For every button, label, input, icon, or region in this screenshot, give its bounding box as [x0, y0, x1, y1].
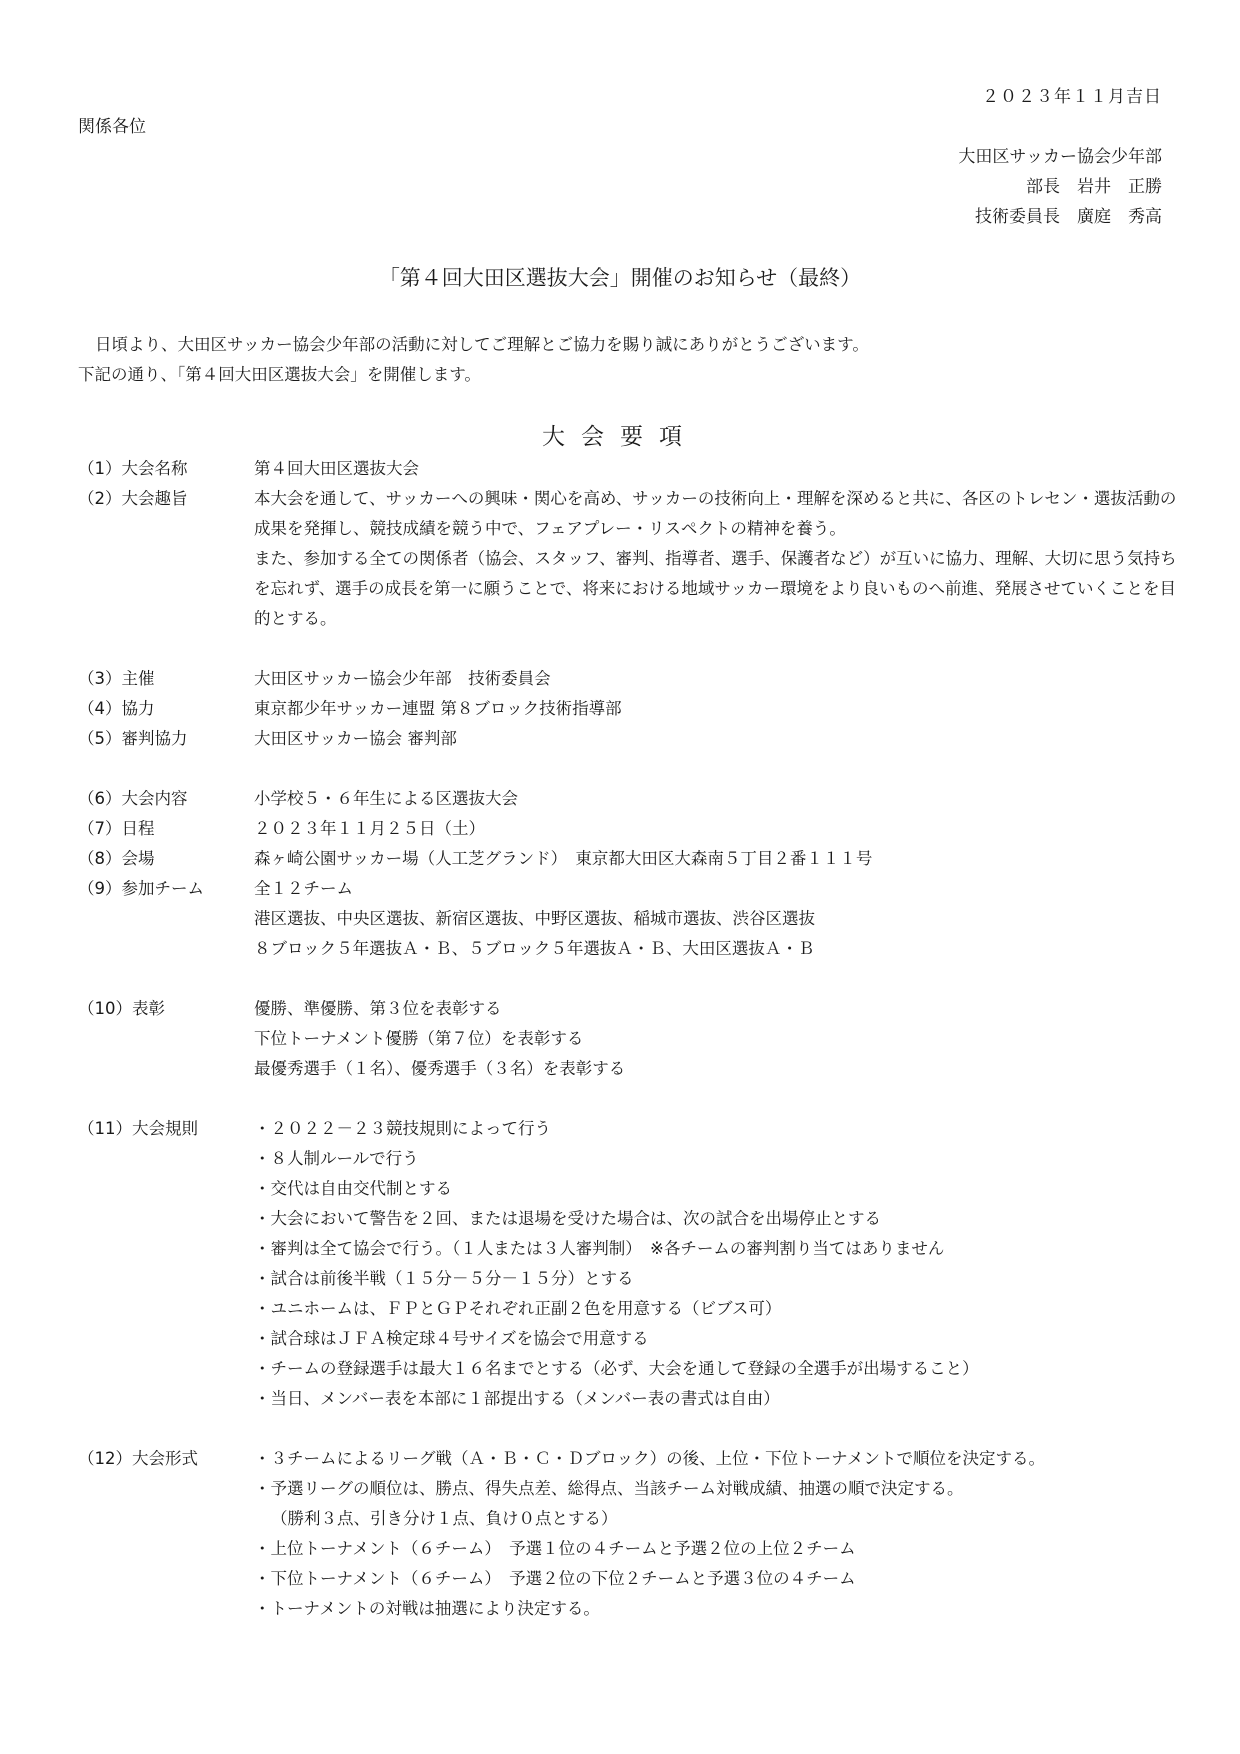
item-label: （11）大会規則 [78, 1119, 198, 1138]
item-label: （7）日程 [78, 819, 155, 838]
item-content [254, 844, 1178, 874]
document-title: 「第４回大田区選抜大会」開催のお知らせ（最終） [378, 266, 862, 290]
sender-organization: 大田区サッカー協会少年部 [958, 147, 1162, 167]
intro-line: 下記の通り、「第４回大田区選抜大会」を開催します。 [78, 365, 481, 384]
guideline-item [78, 454, 1178, 484]
item-content [254, 874, 1178, 964]
intro-paragraph [78, 330, 869, 390]
item-label: （1）大会名称 [78, 459, 188, 478]
item-line: ・３チームによるリーグ戦（Ａ・Ｂ・Ｃ・Ｄブロック）の後、上位・下位トーナメントで順位を決定する。 [254, 1449, 1046, 1468]
item-line: 大田区サッカー協会 審判部 [254, 729, 457, 748]
guideline-item [78, 784, 1178, 814]
item-line: ・チームの登録選手は最大１６名までとする（必ず、大会を通して登録の全選手が出場すること） [254, 1359, 979, 1378]
item-content [254, 994, 1178, 1084]
item-line: 全１２チーム [254, 879, 353, 898]
sender-director: 部長 岩井 正勝 [1026, 177, 1162, 197]
item-line: 本大会を通して、サッカーへの興味・関心を高め、サッカーの技術向上・理解を深めると共に、各区のトレセン・選抜活動の成果を発揮し、競技成績を競う中で、フェアプレー・リスペクトの精神を養う。 [254, 489, 1177, 538]
item-label: （6）大会内容 [78, 789, 188, 808]
guideline-item [78, 484, 1178, 634]
item-content [254, 484, 1178, 634]
item-line: ・２０２２－２３競技規則によって行う [254, 1119, 551, 1138]
item-content [254, 694, 1178, 724]
guideline-item [78, 994, 1178, 1084]
item-line: ・上位トーナメント（６チーム） 予選１位の４チームと予選２位の上位２チーム [254, 1539, 856, 1558]
guideline-item [78, 874, 1178, 964]
section-heading: 大会要項 [542, 424, 698, 450]
item-label: （3）主催 [78, 669, 155, 688]
item-line: 大田区サッカー協会少年部 技術委員会 [254, 669, 551, 688]
guideline-item [78, 724, 1178, 754]
item-line: 下位トーナメント優勝（第７位）を表彰する [254, 1029, 584, 1048]
item-line: ・試合球はＪＦＡ検定球４号サイズを協会で用意する [254, 1329, 649, 1348]
item-line: 最優秀選手（１名）、優秀選手（３名）を表彰する [254, 1059, 626, 1078]
guideline-item [78, 814, 1178, 844]
guideline-items [78, 454, 1178, 1624]
item-line: ・大会において警告を２回、または退場を受けた場合は、次の試合を出場停止とする [254, 1209, 881, 1228]
item-label: （5）審判協力 [78, 729, 188, 748]
item-line: 森ヶ崎公園サッカー場（人工芝グランド） 東京都大田区大森南５丁目２番１１１号 [254, 849, 873, 868]
item-content [254, 664, 1178, 694]
item-content [254, 784, 1178, 814]
item-line: ・当日、メンバー表を本部に１部提出する（メンバー表の書式は自由） [254, 1389, 780, 1408]
item-line: ・審判は全て協会で行う。（１人または３人審判制） ※各チームの審判割り当てはありません [254, 1239, 945, 1258]
item-line: （勝利３点、引き分け１点、負け０点とする） [271, 1509, 618, 1528]
guideline-item [78, 1444, 1178, 1624]
intro-line: 日頃より、大田区サッカー協会少年部の活動に対してご理解とご協力を賜り誠にありがとうございます。 [95, 335, 869, 354]
sender-block [958, 142, 1162, 232]
guideline-item [78, 844, 1178, 874]
item-line: ・予選リーグの順位は、勝点、得失点差、総得点、当該チーム対戦成績、抽選の順で決定する。 [254, 1479, 964, 1498]
item-line: ・ユニホームは、ＦＰとＧＰそれぞれ正副２色を用意する（ビブス可） [254, 1299, 782, 1318]
item-line: ・試合は前後半戦（１５分－５分－１５分）とする [254, 1269, 634, 1288]
item-line: また、参加する全ての関係者（協会、スタッフ、審判、指導者、選手、保護者など）が互いに協力、理解、大切に思う気持ちを忘れず、選手の成長を第一に願うことで、将来における地域サッカー環境をより良いものへ前進、発展させていくことを目的とする。 [254, 549, 1177, 628]
item-label: （9）参加チーム [78, 879, 204, 898]
item-line: 小学校５・６年生による区選抜大会 [254, 789, 518, 808]
item-line: ・交代は自由交代制とする [254, 1179, 452, 1198]
item-label: （10）表彰 [78, 999, 165, 1018]
item-line: ・８人制ルールで行う [254, 1149, 419, 1168]
item-content [254, 1114, 1178, 1414]
item-line: 第４回大田区選抜大会 [254, 459, 419, 478]
guideline-item [78, 694, 1178, 724]
item-line: ８ブロック５年選抜Ａ・Ｂ、５ブロック５年選抜Ａ・Ｂ、大田区選抜Ａ・Ｂ [254, 939, 815, 958]
item-label: （4）協力 [78, 699, 155, 718]
addressee: 関係各位 [78, 117, 146, 137]
item-line: 港区選抜、中央区選抜、新宿区選抜、中野区選抜、稲城市選抜、渋谷区選抜 [254, 909, 815, 928]
item-line: ・トーナメントの対戦は抽選により決定する。 [254, 1599, 600, 1618]
item-line: 優勝、準優勝、第３位を表彰する [254, 999, 502, 1018]
guideline-item [78, 1114, 1178, 1414]
item-content [254, 724, 1178, 754]
item-label: （8）会場 [78, 849, 155, 868]
guideline-item [78, 664, 1178, 694]
item-label: （12）大会形式 [78, 1449, 198, 1468]
item-content [254, 1444, 1178, 1624]
item-line: ２０２３年１１月２５日（土） [254, 819, 485, 838]
sender-technical-chair: 技術委員長 廣庭 秀高 [975, 207, 1162, 227]
item-label: （2）大会趣旨 [78, 489, 188, 508]
item-line: ・下位トーナメント（６チーム） 予選２位の下位２チームと予選３位の４チーム [254, 1569, 856, 1588]
item-content [254, 454, 1178, 484]
document-date: ２０２３年１１月吉日 [982, 87, 1162, 107]
item-content [254, 814, 1178, 844]
item-line: 東京都少年サッカー連盟 第８ブロック技術指導部 [254, 699, 622, 718]
